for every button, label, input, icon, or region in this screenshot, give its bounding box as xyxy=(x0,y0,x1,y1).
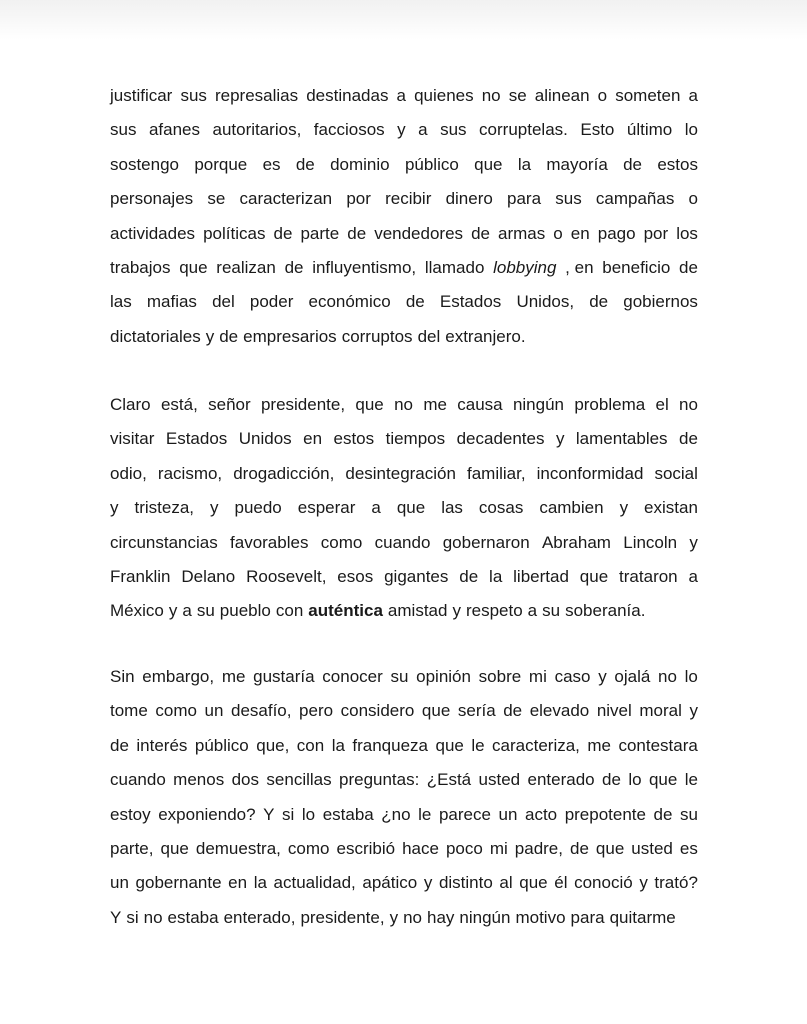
word: someten xyxy=(615,86,681,105)
word: las xyxy=(441,498,463,518)
word: circunstancias xyxy=(110,532,218,552)
word: me xyxy=(221,667,246,686)
word: visitar xyxy=(110,429,155,449)
word: de xyxy=(219,326,239,346)
word: las xyxy=(110,292,132,312)
word: preguntas: xyxy=(339,770,420,790)
word: interés xyxy=(136,735,188,755)
word: de xyxy=(679,257,698,277)
text-line xyxy=(110,182,698,216)
word: y xyxy=(452,601,461,621)
word: extranjero. xyxy=(445,326,526,346)
word: de xyxy=(569,838,589,858)
text-line xyxy=(110,594,698,628)
word: políticas xyxy=(203,223,266,243)
word: si xyxy=(126,907,139,927)
word: que xyxy=(579,566,609,586)
text-line xyxy=(110,526,698,560)
word: último xyxy=(626,120,673,140)
word: quitarme xyxy=(609,907,676,927)
word: mi xyxy=(528,667,547,686)
word: demuestra, xyxy=(195,838,281,858)
word: drogadicción, xyxy=(233,463,335,483)
word: menos xyxy=(173,770,225,790)
word: a xyxy=(527,601,538,621)
word: no xyxy=(481,86,501,105)
word: usted xyxy=(478,770,521,790)
word: beneficio xyxy=(602,257,671,277)
word: un xyxy=(498,804,518,824)
word: de xyxy=(679,429,698,449)
word: gustaría xyxy=(253,667,315,686)
word: que, xyxy=(256,735,290,755)
word: gigantes xyxy=(384,566,449,586)
word: hay xyxy=(426,907,455,927)
word: de xyxy=(273,223,293,243)
paragraph-3 xyxy=(110,660,698,935)
word: estoy xyxy=(110,804,151,824)
word: alinean xyxy=(534,86,590,105)
word: gobernaron xyxy=(442,532,530,552)
word: él xyxy=(554,873,568,893)
text-line xyxy=(110,694,698,728)
word: porque xyxy=(194,154,248,174)
word: justificar xyxy=(110,86,173,105)
word: la xyxy=(517,154,532,174)
word: parte xyxy=(300,223,340,243)
word: Sin xyxy=(110,667,135,686)
word: problema xyxy=(574,395,646,414)
word: campañas xyxy=(595,189,675,209)
text-line xyxy=(110,832,698,866)
word: sus xyxy=(180,86,207,105)
word: autoritarios, xyxy=(212,120,302,140)
word: ningún xyxy=(459,907,511,927)
word: que xyxy=(595,838,625,858)
word: de xyxy=(589,292,609,312)
text-line xyxy=(110,251,698,285)
word: ¿Está xyxy=(426,770,472,790)
word: y xyxy=(555,429,565,449)
word: elevado xyxy=(529,701,590,721)
word: Estados xyxy=(439,292,502,312)
word: dinero xyxy=(445,189,493,209)
word: considero xyxy=(340,701,415,721)
word: me xyxy=(587,735,611,755)
word: como xyxy=(320,532,363,552)
paragraph-1 xyxy=(110,79,698,354)
word: moral xyxy=(639,701,682,721)
word: le xyxy=(684,770,698,790)
word: de xyxy=(602,770,621,790)
word: Abraham xyxy=(541,532,611,552)
word: y xyxy=(168,601,178,621)
word: pero xyxy=(299,701,334,721)
word: prepotente xyxy=(564,804,646,824)
word: de xyxy=(295,154,315,174)
text-line xyxy=(110,729,698,763)
word: que xyxy=(435,735,464,755)
word: racismo, xyxy=(157,463,223,483)
word: embargo, xyxy=(142,667,215,686)
word: lo xyxy=(628,770,642,790)
word: la xyxy=(331,735,345,755)
text-line xyxy=(110,285,698,319)
word: amistad xyxy=(387,601,448,621)
word: que xyxy=(396,498,426,518)
word: y xyxy=(639,873,648,893)
word: realizan xyxy=(216,257,276,277)
text-line xyxy=(110,388,698,422)
word: esos xyxy=(337,566,374,586)
word: conoció xyxy=(574,873,633,893)
word: de xyxy=(653,804,673,824)
word: afanes xyxy=(148,120,200,140)
word: de xyxy=(623,154,643,174)
word: nivel xyxy=(596,701,632,721)
word: respeto xyxy=(465,601,523,621)
word: estaba xyxy=(167,907,219,927)
word: parte, xyxy=(110,838,154,858)
word: lo xyxy=(684,667,698,686)
word: gobernante xyxy=(135,873,222,893)
word: presidente, xyxy=(300,907,385,927)
word: facciosos xyxy=(313,120,385,140)
word: caracterizan xyxy=(239,189,333,209)
paragraph-2 xyxy=(110,388,698,629)
word: y xyxy=(598,667,607,686)
word: motivo xyxy=(515,907,566,927)
word: con xyxy=(296,735,325,755)
word: , en xyxy=(565,257,594,277)
word: a xyxy=(688,566,698,586)
word: causa xyxy=(457,395,503,414)
word: o xyxy=(553,223,563,243)
word: trabajos xyxy=(110,257,171,277)
word: favorables xyxy=(230,532,309,552)
word: enterado, xyxy=(223,907,296,927)
word: señor xyxy=(208,395,251,414)
word: o xyxy=(688,189,698,209)
word: no xyxy=(679,395,698,414)
word: a xyxy=(371,498,381,518)
word: para xyxy=(507,189,542,209)
word: que xyxy=(160,838,189,858)
word: mafias xyxy=(146,292,197,312)
word: caso xyxy=(554,667,591,686)
text-line xyxy=(110,217,698,251)
word: gobiernos xyxy=(623,292,698,312)
word: sus xyxy=(110,120,137,140)
word: parece xyxy=(438,804,491,824)
word: franqueza xyxy=(352,735,429,755)
word: su xyxy=(390,667,409,686)
word: tiempos xyxy=(385,429,446,449)
word: la xyxy=(489,566,503,586)
bold-word: auténtica xyxy=(308,601,383,621)
word: presidente, xyxy=(260,395,346,414)
word: soberanía. xyxy=(565,601,646,621)
word: de xyxy=(405,292,425,312)
word: conocer xyxy=(322,667,383,686)
word: en xyxy=(228,873,248,893)
word: no xyxy=(143,907,163,927)
word: como xyxy=(287,838,330,858)
text-line xyxy=(110,901,698,935)
word: público xyxy=(194,735,249,755)
word: no xyxy=(403,907,422,927)
word: un xyxy=(204,701,224,721)
text-line xyxy=(110,798,698,832)
word: me xyxy=(423,395,447,414)
word: un xyxy=(110,873,129,893)
word: dominio xyxy=(330,154,390,174)
word: poco xyxy=(445,838,483,858)
word: Y xyxy=(110,907,122,927)
text-line xyxy=(110,79,698,113)
word: estos xyxy=(657,154,698,174)
word: su xyxy=(542,601,561,621)
word: decadentes xyxy=(456,429,545,449)
word: que xyxy=(355,395,384,414)
text-line xyxy=(110,763,698,797)
word: o xyxy=(597,86,608,105)
word: con xyxy=(275,601,304,621)
word: y xyxy=(389,907,399,927)
word: lo xyxy=(301,804,316,824)
word: represalias xyxy=(214,86,299,105)
word: México xyxy=(110,601,164,621)
word: y xyxy=(397,120,406,140)
word: y xyxy=(423,873,433,893)
word: Lincoln xyxy=(623,532,678,552)
word: Estados xyxy=(165,429,228,449)
word: corruptos xyxy=(341,326,413,346)
text-line xyxy=(110,422,698,456)
word: como xyxy=(155,701,197,721)
word: libertad xyxy=(513,566,569,586)
word: no xyxy=(394,395,413,414)
word: su xyxy=(680,804,698,824)
word: puedo xyxy=(234,498,282,518)
text-line xyxy=(110,148,698,182)
word: los xyxy=(676,223,698,243)
word: apático xyxy=(362,873,418,893)
word: a xyxy=(688,86,698,105)
word: estaba xyxy=(322,804,374,824)
word: de xyxy=(459,566,479,586)
word: enterado xyxy=(527,770,595,790)
word: mi xyxy=(489,838,508,858)
word: la xyxy=(253,873,267,893)
word: está, xyxy=(160,395,198,414)
word: existan xyxy=(644,498,698,518)
word: se xyxy=(508,86,527,105)
text-line xyxy=(110,491,698,525)
text-line xyxy=(110,660,698,694)
word: quienes xyxy=(414,86,474,105)
word: corruptelas. xyxy=(479,120,568,140)
word: vendedores xyxy=(374,223,464,243)
word: odio, xyxy=(110,463,147,483)
word: que xyxy=(648,770,678,790)
word: y xyxy=(689,701,698,721)
word: dos xyxy=(231,770,260,790)
word: de xyxy=(284,257,304,277)
word: por xyxy=(346,189,371,209)
word: de xyxy=(110,735,129,755)
word: pueblo xyxy=(219,601,271,621)
word: familiar, xyxy=(467,463,526,483)
word: ojalá xyxy=(614,667,651,686)
word: y xyxy=(689,532,698,552)
word: y xyxy=(619,498,629,518)
word: a xyxy=(182,601,192,621)
word: personajes xyxy=(110,189,194,209)
word: si xyxy=(282,804,295,824)
word: a xyxy=(418,120,428,140)
word: se xyxy=(207,189,226,209)
text-line xyxy=(110,457,698,491)
word: ningún xyxy=(512,395,564,414)
word: que xyxy=(519,873,548,893)
word: de xyxy=(471,223,490,243)
word: acto xyxy=(524,804,558,824)
word: inconformidad xyxy=(536,463,644,483)
word: escribió xyxy=(336,838,396,858)
word: padre, xyxy=(514,838,563,858)
word: empresarios xyxy=(243,326,337,346)
word: Delano xyxy=(181,566,236,586)
word: y xyxy=(205,326,215,346)
word: Roosevelt, xyxy=(246,566,327,586)
word: del xyxy=(417,326,441,346)
word: de xyxy=(347,223,367,243)
word: público xyxy=(404,154,459,174)
word: lo xyxy=(684,120,698,140)
word: Unidos xyxy=(238,429,292,449)
word: que xyxy=(421,701,451,721)
word: y xyxy=(210,498,219,518)
word: ¿no xyxy=(381,804,411,824)
word: recibir xyxy=(385,189,432,209)
word: sobre xyxy=(478,667,522,686)
word: cambien xyxy=(539,498,604,518)
word: desafío, xyxy=(230,701,292,721)
word: armas xyxy=(498,223,546,243)
word: sostengo xyxy=(110,154,179,174)
word: de xyxy=(503,701,523,721)
word: es xyxy=(262,154,281,174)
word: llamado xyxy=(424,257,485,277)
word: Esto xyxy=(580,120,615,140)
word: es xyxy=(679,838,698,858)
word: Franklin xyxy=(110,566,171,586)
word: trataron xyxy=(619,566,678,586)
word: Y xyxy=(263,804,275,824)
word: por xyxy=(643,223,669,243)
word: en xyxy=(570,223,590,243)
word: caracteriza, xyxy=(492,735,580,755)
word: hace xyxy=(402,838,439,858)
word: cuando xyxy=(110,770,166,790)
word: usted xyxy=(631,838,673,858)
word: trató? xyxy=(654,873,698,893)
text-line xyxy=(110,113,698,147)
word: lamentables xyxy=(575,429,668,449)
word: desintegración xyxy=(345,463,456,483)
word: sencillas xyxy=(266,770,332,790)
word: económico xyxy=(308,292,391,312)
word: opinión xyxy=(416,667,471,686)
word: el xyxy=(655,395,669,414)
word: para xyxy=(570,907,605,927)
text-line xyxy=(110,320,698,354)
word: le xyxy=(418,804,432,824)
word: no xyxy=(658,667,677,686)
text-line xyxy=(110,560,698,594)
word: sus xyxy=(440,120,467,140)
word: tome xyxy=(110,701,148,721)
word: Claro xyxy=(110,395,151,414)
word: estos xyxy=(333,429,375,449)
word: distinto xyxy=(438,873,493,893)
word: a xyxy=(396,86,406,105)
top-shadow xyxy=(0,0,807,40)
word: contestara xyxy=(618,735,698,755)
word: Unidos, xyxy=(516,292,575,312)
word: influyentismo, xyxy=(312,257,417,277)
word: mayoría xyxy=(546,154,608,174)
word: social xyxy=(654,463,698,483)
word: su xyxy=(196,601,215,621)
word: destinadas xyxy=(306,86,389,105)
italic-word: lobbying xyxy=(493,257,557,277)
word: actividades xyxy=(110,223,196,243)
word: sus xyxy=(555,189,582,209)
word: sería xyxy=(457,701,496,721)
word: pago xyxy=(597,223,636,243)
word: tristeza, xyxy=(134,498,195,518)
word: le xyxy=(471,735,485,755)
word: actualidad, xyxy=(273,873,356,893)
word: del xyxy=(212,292,235,312)
word: dictatoriales xyxy=(110,326,201,346)
word: al xyxy=(499,873,513,893)
text-line xyxy=(110,866,698,900)
word: y xyxy=(110,498,119,518)
word: en xyxy=(303,429,323,449)
word: que xyxy=(474,154,503,174)
word: que xyxy=(179,257,208,277)
word: poder xyxy=(249,292,294,312)
word: esperar xyxy=(297,498,356,518)
word: cosas xyxy=(478,498,524,518)
word: exponiendo? xyxy=(158,804,256,824)
word: cuando xyxy=(374,532,431,552)
